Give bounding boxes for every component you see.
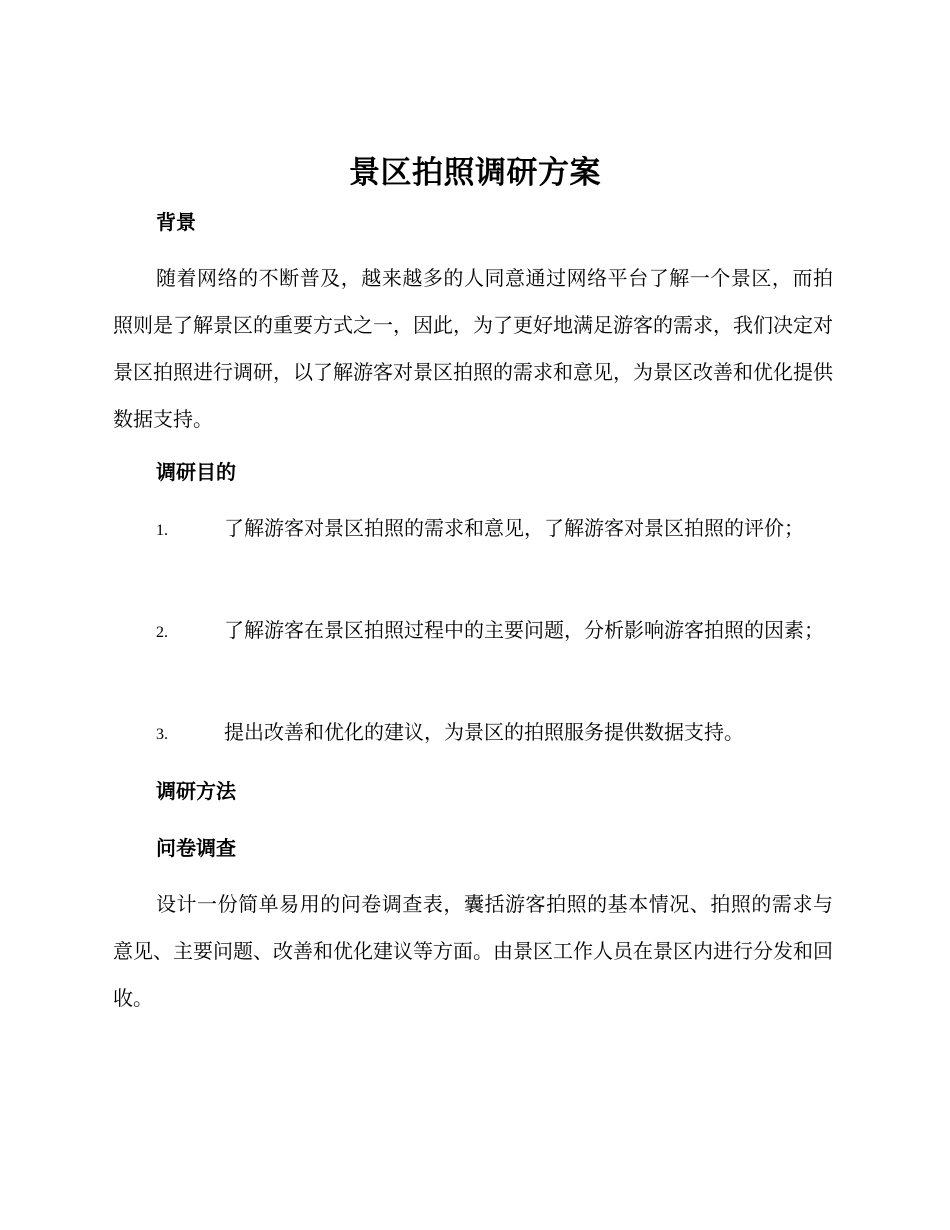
list-number: 3. — [156, 726, 168, 743]
heading-questionnaire: 问卷调查 — [156, 836, 236, 860]
heading-purpose: 调研目的 — [156, 460, 236, 484]
purpose-list-item-1 — [113, 505, 833, 554]
list-item-text: 了解游客对景区拍照的需求和意见，了解游客对景区拍照的评价； — [224, 516, 804, 540]
purpose-list-item-3 — [113, 709, 833, 758]
document-title: 景区拍照调研方案 — [349, 155, 601, 191]
list-item-text: 提出改善和优化的建议，为景区的拍照服务提供数据支持。 — [224, 720, 744, 744]
list-item-text: 了解游客在景区拍照过程中的主要问题，分析影响游客拍照的因素； — [224, 618, 824, 642]
paragraph-questionnaire: 设计一份简单易用的问卷调查表，囊括游客拍照的基本情况、拍照的需求与意见、主要问题、改善和优化建议等方面。由景区工作人员在景区内进行分发和回收。 — [113, 892, 833, 1010]
heading-background: 背景 — [156, 210, 196, 234]
heading-method: 调研方法 — [156, 779, 236, 803]
list-number: 2. — [156, 624, 168, 641]
purpose-list-item-2 — [113, 607, 833, 656]
list-number: 1. — [156, 522, 168, 539]
paragraph-background: 随着网络的不断普及，越来越多的人同意通过网络平台了解一个景区，而拍照则是了解景区的重要方式之一，因此，为了更好地满足游客的需求，我们决定对景区拍照进行调研，以了解游客对景区拍照的需求和意见，为景区改善和优化提供数据支持。 — [113, 266, 833, 431]
